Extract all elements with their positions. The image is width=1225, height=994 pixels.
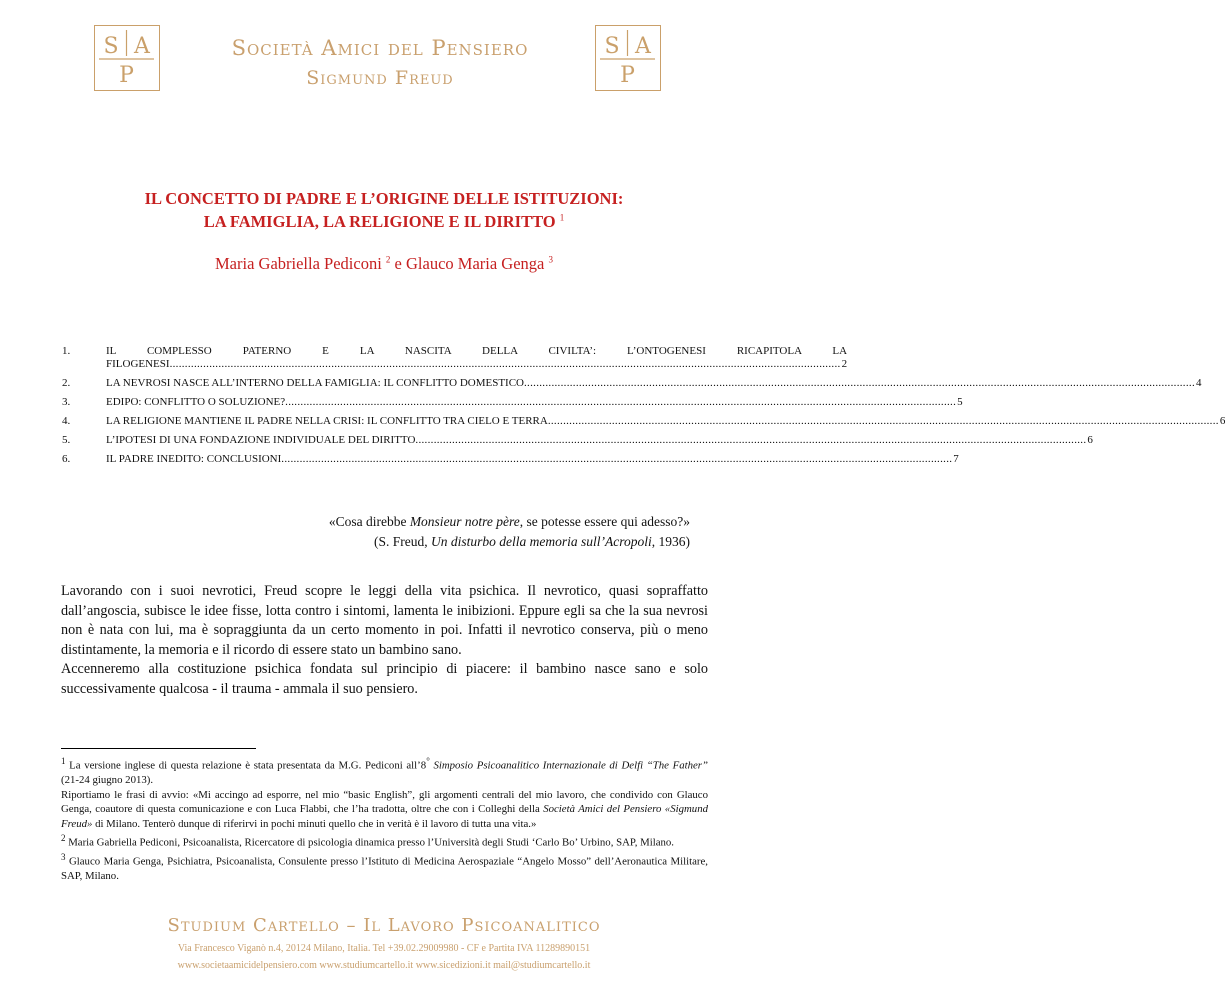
footnote-italic: Società Amici del Pensiero «Sigmund Freud»: [61, 803, 708, 830]
sap-logo: [595, 25, 661, 91]
footnote-text: Glauco Maria Genga, Psichiatra, Psicoanalista, Consulente presso l’Istituto di Medicina Aerospaziale “Angelo Mosso” dell’Aeronautica Militare, SAP, Milano.: [61, 855, 708, 883]
toc-page-number: 6: [1219, 415, 1225, 427]
table-of-contents: [62, 345, 1225, 472]
author-name: Glauco Maria Genga: [406, 254, 545, 273]
logo-letter-s: S: [604, 34, 620, 59]
toc-page-number: 4: [1196, 377, 1202, 389]
toc-entry-title: LA NEVROSI NASCE ALL’INTERNO DELLA FAMIGLIA: IL CONFLITTO DOMESTICO: [106, 377, 524, 389]
footnote-text: Maria Gabriella Pediconi, Psicoanalista, Ricercatore di psicologia dinamica presso l’Università degli Studi ‘Carlo Bo’ Urbino, SAP, Milano.: [65, 836, 674, 849]
toc-entry-number: 6.: [62, 453, 71, 465]
logo-letter-a: A: [635, 34, 651, 59]
footnote-2: [61, 831, 708, 850]
toc-entry-title: IL COMPLESSO PATERNO E LA NASCITA DELLA CIVILTA’: L’ONTOGENESI RICAPITOLA LA: [106, 345, 848, 357]
logo-letter-a: A: [134, 34, 150, 59]
epigraph-italic: Un disturbo della memoria sull’Acropoli: [431, 534, 652, 549]
toc-entry[interactable]: [62, 345, 848, 371]
document-title-line-2: [60, 212, 708, 232]
toc-entry[interactable]: [62, 434, 1093, 447]
toc-leader: ............................................................................................................................................................................................................................: [169, 358, 841, 370]
toc-page-number: 6: [1087, 434, 1093, 446]
author-name: Maria Gabriella Pediconi: [215, 254, 382, 273]
toc-leader: ............................................................................................................................................................................................................................: [285, 396, 957, 408]
document-title-line-1: IL CONCETTO DI PADRE E L’ORIGINE DELLE ISTITUZIONI:: [144, 189, 624, 208]
footnote-number: 2: [61, 833, 66, 844]
toc-page-number: 2: [841, 358, 848, 370]
toc-entry[interactable]: [62, 415, 1225, 428]
epigraph-italic: Monsieur notre père: [409, 514, 520, 529]
epigraph-text: (S. Freud,: [374, 534, 431, 549]
toc-entry-title: LA RELIGIONE MANTIENE IL PADRE NELLA CRISI: IL CONFLITTO TRA CIELO E TERRA: [106, 415, 548, 427]
logo-letter-p: P: [620, 63, 635, 88]
toc-entry-number: 4.: [62, 415, 71, 427]
toc-entry[interactable]: [62, 453, 959, 466]
footnote-ref[interactable]: 1: [559, 212, 565, 223]
footnote-text: di Milano. Tenterò dunque di riferirvi in pochi minuti quello che in verità è il lavoro di tutta una vita.»: [92, 817, 537, 830]
footnote-text: Riportiamo le frasi di avvio: «Mi accingo ad esporre, nel mio “basic English”, gli argomenti centrali del mio lavoro, che condivido con Glauco Genga, coautore di questa comunicazione e con Luca Flabbi, che l’ha tradotta, oltre che con i Colleghi della: [61, 788, 708, 816]
footer-organization: Studium Cartello – Il Lavoro Psicoanalitico: [167, 915, 601, 936]
toc-entry-title: EDIPO: CONFLITTO O SOLUZIONE?: [106, 396, 286, 408]
footnote-1: [61, 754, 708, 788]
toc-entry-number: 5.: [62, 434, 71, 446]
footnote-ref[interactable]: 2: [385, 254, 391, 265]
toc-entry[interactable]: [62, 377, 1202, 390]
epigraph-quote: [329, 514, 690, 530]
toc-entry-title: FILOGENESI: [106, 358, 170, 370]
organization-subtitle: Sigmund Freud: [306, 67, 454, 89]
authors: [60, 254, 708, 274]
footnote-number: 3: [61, 852, 66, 863]
organization-name: Società Amici del Pensiero: [231, 36, 529, 60]
footnote-ref[interactable]: 3: [548, 254, 553, 265]
epigraph-text: «Cosa direbbe: [328, 514, 410, 529]
footnote-text: (21-24 giugno 2013).: [61, 774, 154, 787]
logo-letter-s: S: [103, 34, 119, 59]
epigraph-text: , 1936): [651, 534, 690, 549]
document-title-text: LA FAMIGLIA, LA RELIGIONE E IL DIRITTO: [203, 212, 556, 231]
epigraph-source: [374, 534, 690, 550]
footnote-ordinal: °: [426, 756, 430, 766]
footer-links[interactable]: www.societaamicidelpensiero.com www.studiumcartello.it www.sicedizioni.it mail@studiumcartello.it: [177, 960, 591, 971]
toc-leader: ............................................................................................................................................................................................................................: [415, 434, 1087, 446]
toc-page-number: 7: [953, 453, 959, 465]
footer-address: Via Francesco Viganò n.4, 20124 Milano, Italia. Tel +39.02.29009980 - CF e Partita IVA 11289890151: [177, 943, 591, 954]
toc-entry[interactable]: [62, 396, 963, 409]
toc-entry-number: 2.: [62, 377, 71, 389]
footnote-number: 1: [61, 756, 66, 766]
sap-logo: [94, 25, 160, 91]
toc-leader: ............................................................................................................................................................................................................................: [524, 377, 1195, 389]
toc-entry-number: 3.: [62, 396, 71, 408]
footnote-italic: Simposio Psicoanalitico Internazionale di Delfi “The Father”: [429, 759, 708, 772]
toc-leader: ............................................................................................................................................................................................................................: [547, 415, 1219, 427]
footnote-3: [61, 850, 708, 884]
footnote-separator: [61, 748, 256, 749]
toc-leader: ............................................................................................................................................................................................................................: [281, 453, 953, 465]
footnotes: [61, 754, 708, 884]
author-conjunction: e: [394, 254, 402, 273]
toc-entry-title: IL PADRE INEDITO: CONCLUSIONI: [106, 453, 282, 465]
epigraph-text: , se potesse essere qui adesso?»: [519, 514, 690, 529]
toc-entry-number: 1.: [62, 345, 71, 357]
toc-entry-title: L’IPOTESI DI UNA FONDAZIONE INDIVIDUALE DEL DIRITTO: [106, 434, 416, 446]
footnote-1-continued: [61, 788, 708, 832]
body-paragraph: Accenneremo alla costituzione psichica fondata sul principio di piacere: il bambino nasce sano e solo successivamente qualcosa - il trauma - ammala il suo pensiero.: [61, 661, 708, 697]
body-paragraph: Lavorando con i suoi nevrotici, Freud scopre le leggi della vita psichica. Il nevrotico, quasi sopraffatto dall’angoscia, subisce le idee fisse, lotta contro i sintomi, lamenta le inibizioni. Eppure egli sa che la sua nevrosi non è nata con lui, ma è sopraggiunta da un certo momento in poi. Infatti il nevrotico conserva, più o meno distintamente, la memoria e il ricordo di essere stato un bambino sano.: [61, 583, 708, 658]
logo-letter-p: P: [119, 63, 134, 88]
toc-page-number: 5: [957, 396, 963, 408]
footnote-text: La versione inglese di questa relazione è stata presentata da M.G. Pediconi all’8: [65, 759, 427, 772]
